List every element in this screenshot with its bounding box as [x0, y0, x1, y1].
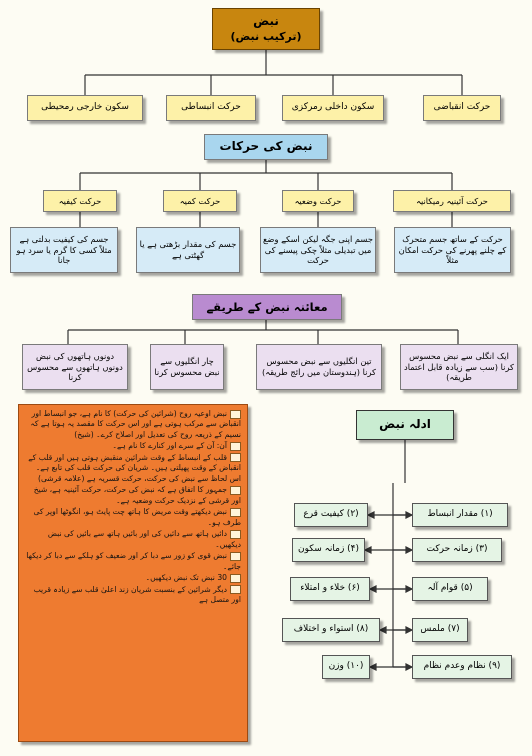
evidence-label: (۱) مقدار انبساط [427, 509, 493, 520]
movement-label-box [43, 190, 117, 212]
evidence-label: (۲) کیفیت قرع [303, 509, 359, 520]
movement-label: حرکت کمیہ [179, 195, 221, 206]
book-icon [230, 574, 241, 583]
evidence-item [282, 618, 380, 642]
evidence-item [412, 618, 468, 642]
note-item [25, 409, 241, 440]
book-icon [230, 486, 241, 495]
evidence-label: (۴) زمانہ سکون [297, 544, 360, 555]
book-icon [230, 453, 241, 462]
evidence-item [294, 503, 368, 527]
methods-heading: معائنہ نبض کے طریقے [206, 299, 328, 314]
movement-description [260, 227, 376, 273]
evidence-label: (۱۰) وزن [328, 661, 364, 672]
notes-panel [18, 404, 248, 742]
movement-label-box [393, 190, 511, 212]
composition-box [166, 95, 256, 121]
composition-label: سکون داخلی رمرکزی [291, 102, 375, 113]
note-item [25, 485, 241, 506]
book-icon [230, 410, 241, 419]
note-text: دیگر شرائین کے بنسبت شریان زند اعلیٰ قلب سے زیادہ قریب اور متصل ہے [33, 584, 241, 604]
method-box [150, 344, 224, 390]
evidence-label: (۶) خلاء و امتلاء [300, 583, 360, 594]
note-text: قلب کے انبساط کے وقت شرائین منقبض ہوتی ہیں اور قلب کے انقباض کے وقت پھیلتی ہیں۔ شریان کی حرکت قلب کی تابع ہے۔ اس لحاظ سے نبض کی حرکت، حرکت قسریہ ہے (علامہ قرشی) [28, 452, 241, 483]
book-icon [230, 508, 241, 517]
book-icon [230, 530, 241, 539]
book-icon [230, 585, 241, 594]
evidence-item [412, 577, 488, 601]
note-item [25, 507, 241, 528]
note-item [25, 529, 241, 550]
note-text: نبض دیکھتے وقت مریض کا ہاتھ چت پایٹ ہو، انگوٹھا اوپر کی طرف ہو۔ [33, 507, 241, 527]
methods-header [192, 294, 342, 320]
note-item [25, 585, 241, 606]
composition-box [423, 95, 501, 121]
note-item [25, 551, 241, 572]
title-line2: (ترکیب نبض) [230, 29, 302, 43]
note-text: نبض قوی کو زور سے دبا کر اور ضعیف کو ہلکے سے دبا کر دیکھا جائے۔ [26, 551, 241, 571]
composition-label: حرکت انبساطی [181, 102, 241, 113]
composition-box [27, 95, 143, 121]
movement-description [136, 227, 240, 273]
movement-description [10, 227, 118, 273]
evidence-label: (۸) استواء و اختلاف [293, 624, 369, 635]
evidence-label: (۳) زمانہ حرکت [426, 544, 488, 555]
movements-heading: نبض کی حرکات [219, 139, 313, 154]
movement-description-text: جسم کی کیفیت بدلتی ہے مثلاً کسی کا گرم یا سرد ہو جانا [16, 233, 112, 266]
evidence-item [412, 503, 508, 527]
movement-label: حرکت کیفیہ [58, 195, 102, 206]
method-box [400, 344, 518, 390]
composition-label: سکون خارجی رمحیطی [41, 102, 129, 113]
title-line1: نبض [253, 14, 279, 29]
title-box [212, 8, 320, 50]
movement-description [394, 227, 511, 273]
evidence-header [356, 410, 454, 440]
movement-label-box [163, 190, 237, 212]
book-icon [230, 552, 241, 561]
movement-label: حرکت وضعیہ [294, 195, 342, 206]
method-box [22, 344, 128, 390]
movements-header [204, 134, 328, 160]
movement-description-text: جسم کی مقدار بڑھتی ہے یا گھٹتی ہے [139, 239, 237, 260]
method-box [256, 344, 382, 390]
note-text: دائیں ہاتھ سے دائیں کی اور بائیں ہاتھ سے بائیں کی نبض دیکھیں۔ [47, 529, 241, 549]
note-text: جمہور کا اتفاق ہے کہ نبض کی حرکت، حرکت آئینیہ ہے، شیخ اور قرشی کے نزدیک حرکت وضعیہ ہے۔ [33, 485, 241, 505]
evidence-item [322, 655, 370, 679]
method-text: تین انگلیوں سے نبض محسوس کرنا (ہندوستان میں رائج طریقہ) [262, 356, 376, 377]
method-text: ایک انگلی سے نبض محسوس کرنا (سب سے زیادہ قابل اعتماد طریقہ) [404, 350, 514, 383]
movement-description-text: جسم اپنی جگہ لیکن اسکے وضع میں تبدیلی مثلاً چکی پیسنے کی حرکت [263, 233, 373, 266]
method-text: چار انگلیوں سے نبض محسوس کرنا [154, 356, 220, 377]
note-item [25, 453, 241, 484]
method-text: دونوں ہاتھوں کی نبض دونوں ہاتھوں سے محسوس کرنا [27, 350, 123, 383]
note-item [25, 573, 241, 583]
note-text: آن: آن کے سرے اور کنارے کا نام ہے۔ [112, 441, 227, 451]
evidence-item [292, 538, 365, 562]
composition-label: حرکت انقباضی [433, 102, 491, 113]
note-text: 30 نبض تک نبض دیکھیں۔ [145, 573, 227, 583]
evidence-item [290, 577, 370, 601]
movement-label-box [282, 190, 354, 212]
note-item [25, 441, 241, 451]
evidence-label: (۷) ملمس [420, 624, 460, 635]
note-text: نبض اوعیہ روح (شرائین کی حرکت) کا نام ہے، جو انبساط اور انقباض سے مرکب ہوتی ہے اور اس حرکت کا مقصد یہ ہوتا ہے کہ نسیم کے ذریعہ روح کی تعدیل اور اصلاح کرے۔ (شیخ) [30, 409, 241, 439]
movement-description-text: حرکت کے ساتھ جسم متحرک کے چلنے پھرنے کی حرکت امکان مثلاً [398, 233, 507, 266]
evidence-item [412, 655, 512, 679]
evidence-label: (۹) نظام وعدم نظام [423, 661, 501, 672]
evidence-heading: ادلہ نبض [379, 417, 431, 432]
composition-box [282, 95, 384, 121]
evidence-item [412, 538, 502, 562]
movement-label: حرکت آئینیہ رمیکانیہ [416, 195, 488, 206]
evidence-label: (۵) قوام آلہ [427, 583, 473, 594]
book-icon [230, 442, 241, 451]
